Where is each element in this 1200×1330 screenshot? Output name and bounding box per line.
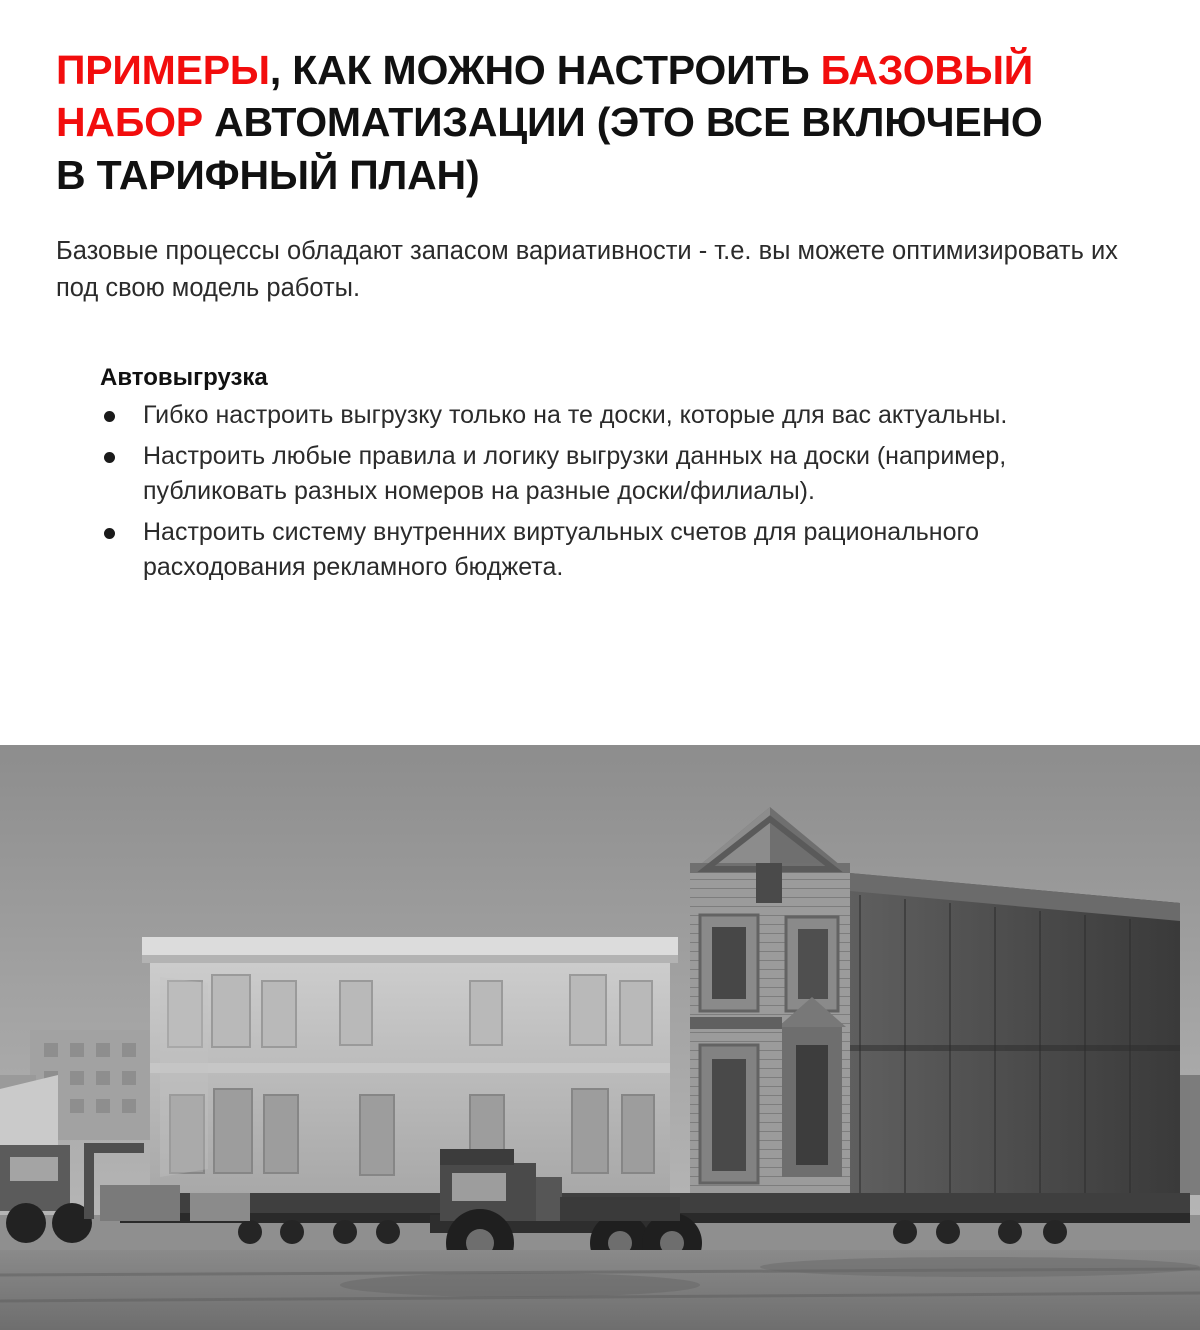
list-item: Гибко настроить выгрузку только на те доски, которые для вас актуальны.	[98, 398, 1144, 433]
bullet-list	[56, 398, 1144, 585]
slide-content	[0, 0, 1200, 591]
title-highlight-2: БАЗОВЫЙ НАБОР	[56, 47, 1034, 146]
lead-paragraph: Базовые процессы обладают запасом вариативности - т.е. вы можете оптимизировать их под свою модель работы.	[56, 237, 1118, 302]
list-item: Настроить любые правила и логику выгрузки данных на доски (например, публиковать разных номеров на разные доски/филиалы).	[98, 439, 1144, 508]
title-part-2: АВТОМАТИЗАЦИИ (ЭТО ВСЕ ВКЛЮЧЕНО В ТАРИФНЫЙ ПЛАН)	[56, 99, 1043, 198]
title-highlight-1: ПРИМЕРЫ	[56, 47, 270, 93]
list-item: Настроить систему внутренних виртуальных счетов для рационального расходования рекламного бюджета.	[98, 515, 1144, 584]
photo-house-move	[0, 745, 1200, 1330]
page-title	[56, 44, 1066, 201]
title-part-1: , КАК МОЖНО НАСТРОИТЬ	[269, 47, 821, 93]
section-heading: Автовыгрузка	[100, 363, 268, 391]
section-autounload	[56, 364, 1144, 585]
photo-illustration	[0, 745, 1200, 1330]
